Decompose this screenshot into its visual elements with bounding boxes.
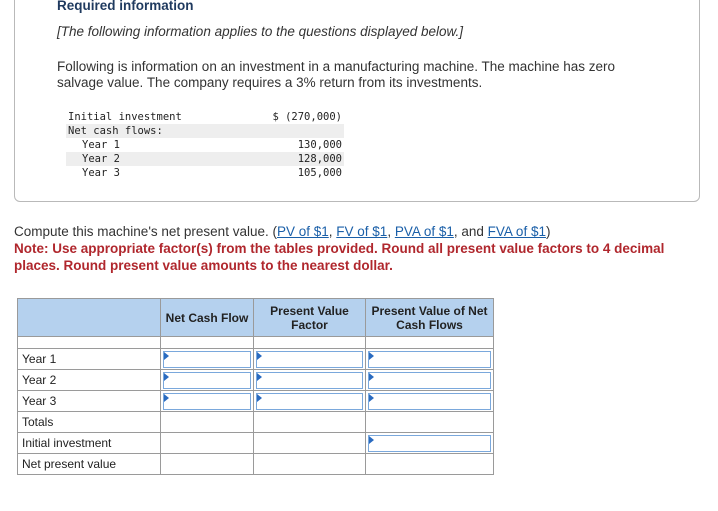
year-3-cash-flow: 105,000	[297, 167, 342, 179]
row-label-year-1: Year 1	[18, 349, 161, 370]
totals-pv-factor-cell	[254, 412, 366, 433]
row-label-initial-investment: Initial investment	[18, 433, 161, 454]
year-3-label: Year 3	[82, 167, 120, 179]
table-row	[18, 391, 494, 412]
header-pv-factor: Present Value Factor	[254, 299, 366, 337]
table-row	[18, 412, 494, 433]
year-2-net-cash-flow-input[interactable]	[163, 372, 251, 389]
year-2-pv-amount-input[interactable]	[368, 372, 491, 389]
header-pv-net-cash-flows: Present Value of Net Cash Flows	[366, 299, 494, 337]
row-label-net-present-value: Net present value	[18, 454, 161, 475]
applies-note: [The following information applies to the questions displayed below.]	[57, 24, 463, 39]
pva-of-1-link[interactable]: PVA of $1	[394, 224, 454, 239]
year-3-pv-amount-input[interactable]	[368, 393, 491, 410]
row-label-year-2: Year 2	[18, 370, 161, 391]
row-label-year-3: Year 3	[18, 391, 161, 412]
fva-of-1-link[interactable]: FVA of $1	[487, 224, 546, 239]
header-net-cash-flow: Net Cash Flow	[161, 299, 254, 337]
totals-net-cash-flow-cell	[161, 412, 254, 433]
year-2-cash-flow: 128,000	[264, 152, 344, 166]
year-2-pv-factor-input[interactable]	[256, 372, 363, 389]
pv-of-1-link[interactable]: PV of $1	[276, 224, 329, 239]
initial-investment-value: $ (270,000)	[272, 111, 342, 123]
year-1-label: Year 1	[82, 139, 120, 151]
instructions-text: Compute this machine's net present value. (PV of $1, FV of $1, PVA of $1, and FVA of $1)	[14, 224, 551, 239]
required-info-title: Required information	[57, 0, 194, 13]
year-1-cash-flow: 130,000	[297, 139, 342, 151]
year-1-pv-amount-input[interactable]	[368, 351, 491, 368]
table-row	[18, 349, 494, 370]
table-row	[18, 454, 494, 475]
row-label-totals: Totals	[18, 412, 161, 433]
year-1-pv-factor-input[interactable]	[256, 351, 363, 368]
problem-description: Following is information on an investment in a manufacturing machine. The machine has zero salvage value. The company requires a 3% return from its investments.	[57, 59, 616, 90]
year-3-net-cash-flow-input[interactable]	[163, 393, 251, 410]
table-row	[18, 433, 494, 454]
initial-investment-input[interactable]	[368, 435, 491, 452]
initial-investment-label: Initial investment	[68, 111, 182, 123]
year-2-label: Year 2	[66, 152, 264, 166]
net-present-value-cell	[366, 454, 494, 475]
npv-answer-table	[17, 298, 494, 475]
year-1-net-cash-flow-input[interactable]	[163, 351, 251, 368]
table-row	[18, 370, 494, 391]
totals-pv-amount-cell	[366, 412, 494, 433]
net-cash-flows-label: Net cash flows:	[66, 124, 264, 138]
investment-data-table	[66, 110, 344, 180]
fv-of-1-link[interactable]: FV of $1	[336, 224, 388, 239]
rounding-note: Note: Use appropriate factor(s) from the tables provided. Round all present value factors to 4 decimal places. Round present value amounts to the nearest dollar.	[14, 241, 665, 273]
year-3-pv-factor-input[interactable]	[256, 393, 363, 410]
